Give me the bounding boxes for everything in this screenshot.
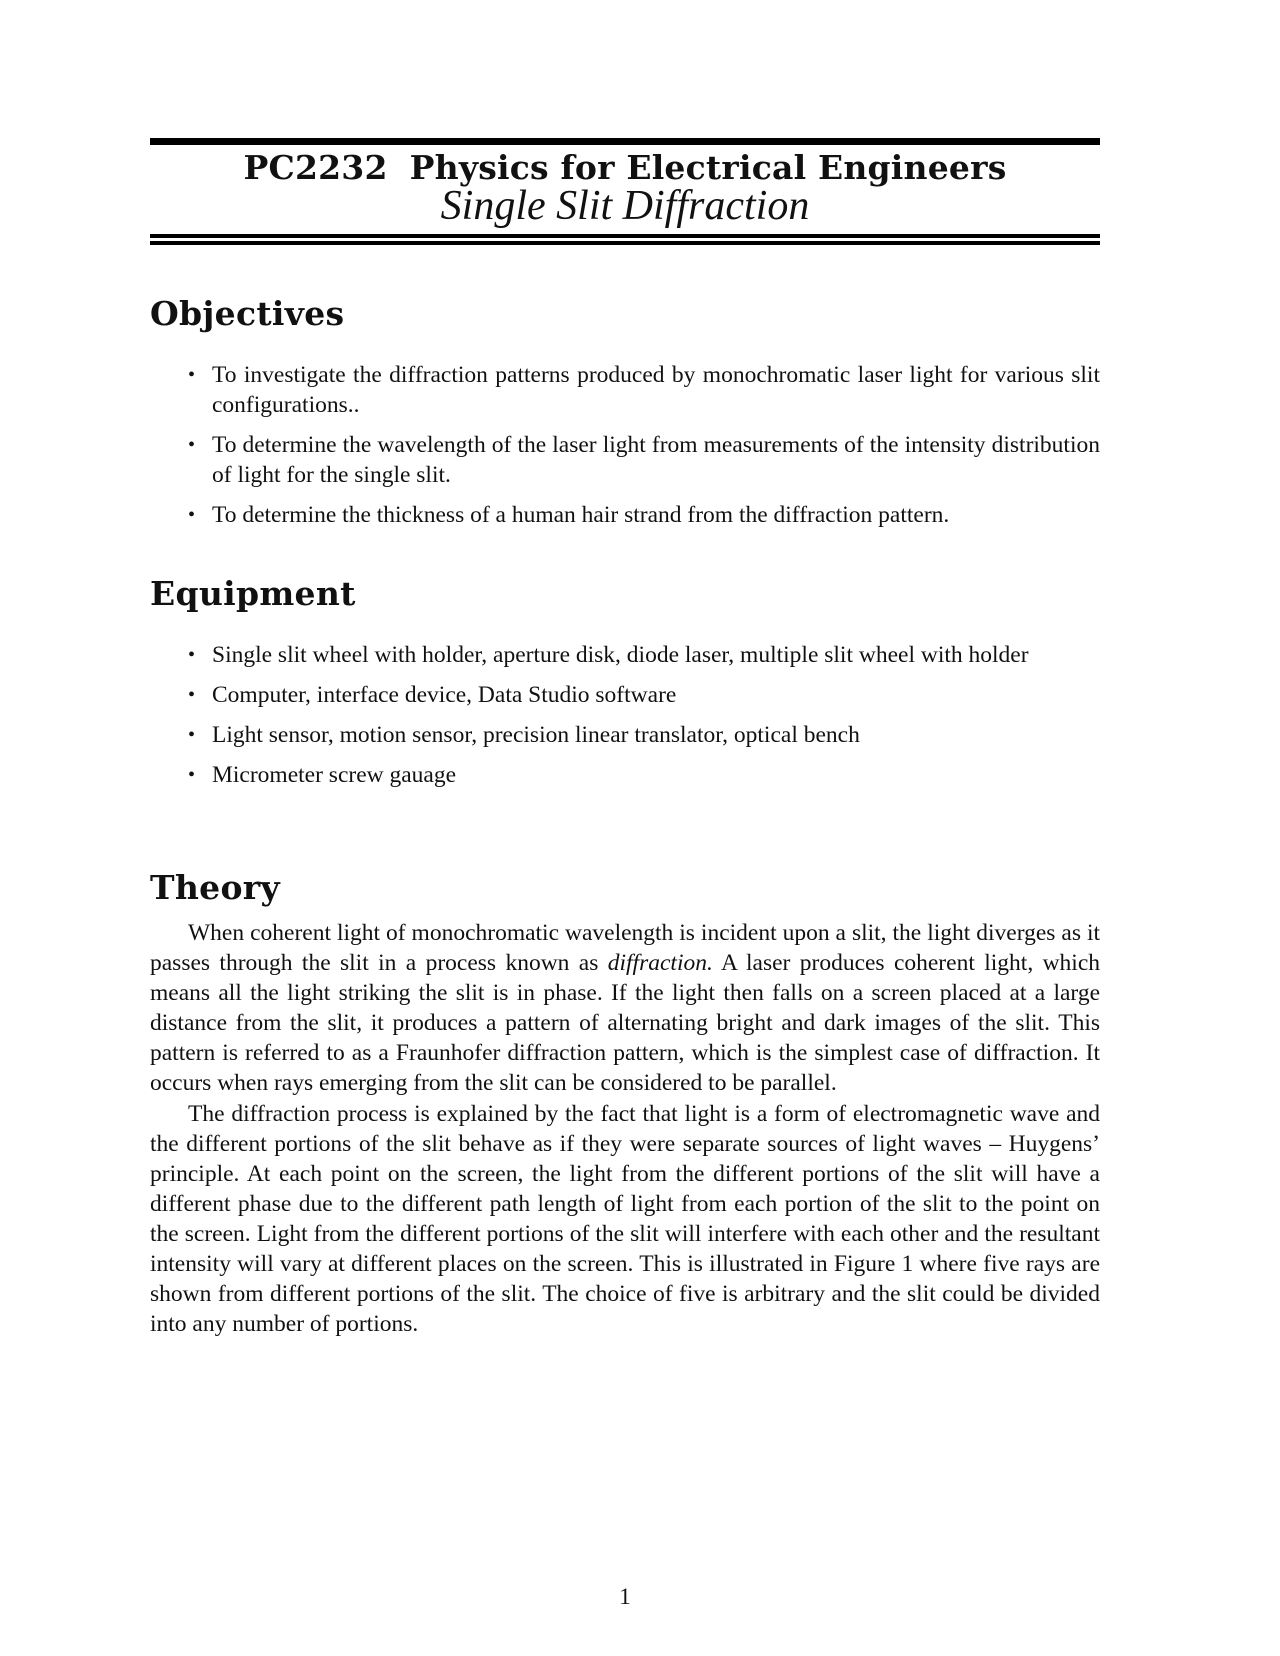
title-bottom-rule-1	[150, 234, 1100, 238]
equipment-text: Computer, interface device, Data Studio software	[212, 682, 677, 708]
bullet-icon: •	[188, 364, 196, 386]
experiment-title: Single Slit Diffraction	[440, 183, 810, 229]
equipment-list	[188, 640, 1100, 800]
list-item	[188, 680, 1100, 710]
theory-paragraph-1	[150, 918, 1100, 1099]
list-item	[188, 720, 1100, 750]
theory-body	[150, 918, 1100, 1339]
bullet-icon: •	[188, 434, 196, 456]
objectives-heading: Objectives	[150, 294, 345, 333]
list-item	[188, 430, 1100, 490]
title-top-rule	[150, 138, 1100, 145]
bullet-icon: •	[188, 644, 196, 666]
bullet-icon: •	[188, 724, 196, 746]
bullet-icon: •	[188, 504, 196, 526]
theory-text: When coherent light of monochromatic wavelength is incident upon a slit, the light diverges as it passes through the slit in a process known as	[150, 920, 1100, 977]
list-item	[188, 500, 1100, 530]
title-bottom-rule-2	[150, 241, 1100, 245]
theory-emphasis: diffraction.	[607, 950, 713, 977]
theory-heading: Theory	[150, 868, 280, 907]
theory-paragraph-2: The diffraction process is explained by the fact that light is a form of electromagnetic wave and the different portions of the slit behave as if they were separate sources of light waves – Huygens’ principle. At each point on the screen, the light from the different portions of the slit will have a different phase due to the different path length of light from each portion of the slit to the point on the screen. Light from the different portions of the slit will interfere with each other and the resultant intensity will vary at different places on the screen. This is illustrated in Figure 1 where five rays are shown from different portions of the slit. The choice of five is arbitrary and the slit could be divided into any number of portions.	[150, 1100, 1100, 1338]
page-number: 1	[619, 1584, 631, 1609]
equipment-heading: Equipment	[150, 574, 356, 613]
objective-text: To determine the thickness of a human hair strand from the diffraction pattern.	[212, 502, 950, 528]
equipment-text: Micrometer screw gauage	[212, 762, 457, 788]
objective-text: To investigate the diffraction patterns produced by monochromatic laser light for various slit configurations..	[212, 362, 1100, 418]
list-item	[188, 640, 1100, 670]
objectives-list	[188, 360, 1100, 540]
theory-text: A laser produces coherent light, which means all the light striking the slit is in phase. If the light then falls on a screen placed at a large distance from the slit, it produces a pattern of alternating bright and dark images of the slit. This pattern is referred to as a Fraunhofer diffraction pattern, which is the simplest case of diffraction. It occurs when rays emerging from the slit can be considered to be parallel.	[150, 950, 1100, 1097]
course-name: Physics for Electrical Engineers	[409, 148, 1007, 187]
bullet-icon: •	[188, 684, 196, 706]
equipment-text: Light sensor, motion sensor, precision linear translator, optical bench	[212, 722, 860, 748]
list-item	[188, 760, 1100, 790]
list-item	[188, 360, 1100, 420]
course-code: PC2232	[243, 148, 388, 187]
document-page	[150, 0, 1100, 1656]
bullet-icon: •	[188, 764, 196, 786]
equipment-text: Single slit wheel with holder, aperture disk, diode laser, multiple slit wheel with holder	[212, 642, 1029, 668]
objective-text: To determine the wavelength of the laser light from measurements of the intensity distribution of light for the single slit.	[212, 432, 1100, 488]
